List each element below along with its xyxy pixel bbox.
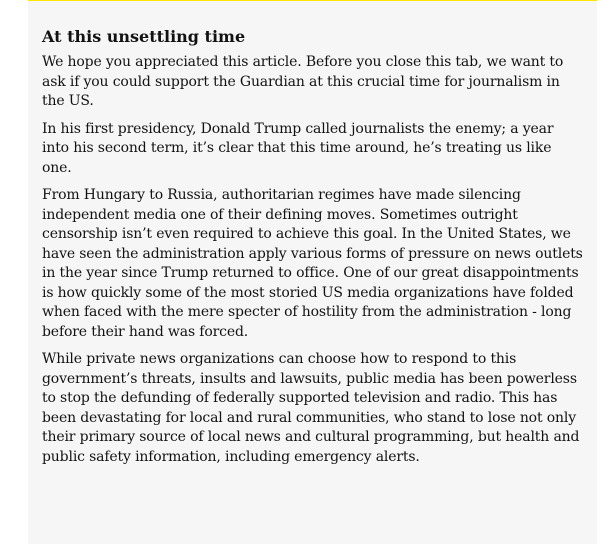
appeal-paragraph-1: We hope you appreciated this article. Before you close this tab, we want to ask if you could support the Guardian at this crucial time for journalism in the US. <box>42 54 564 109</box>
support-appeal-panel <box>28 0 597 544</box>
appeal-heading: At this unsettling time <box>42 27 246 46</box>
appeal-paragraph-4: While private news organizations can choose how to respond to this government’s threats, insults and lawsuits, public media has been powerless to stop the defunding of federally supported television and radio. This has been devastating for local and rural communities, who stand to lose not only their primary source of local news and cultural programming, but health and public safety information, including emergency alerts. <box>42 351 580 465</box>
appeal-paragraph-3: From Hungary to Russia, authoritarian regimes have made silencing independent media one of their defining moves. Sometimes outright censorship isn’t even required to achieve this goal. In the United States, we have seen the administration apply various forms of pressure on news outlets in the year since Trump returned to office. One of our great disappointments is how quickly some of the most storied US media organizations have folded when faced with the mere specter of hostility from the administration - long before their hand was forced. <box>42 187 583 340</box>
appeal-paragraph-2: In his first presidency, Donald Trump called journalists the enemy; a year into his second term, it’s clear that this time around, he’s treating us like one. <box>42 120 554 176</box>
